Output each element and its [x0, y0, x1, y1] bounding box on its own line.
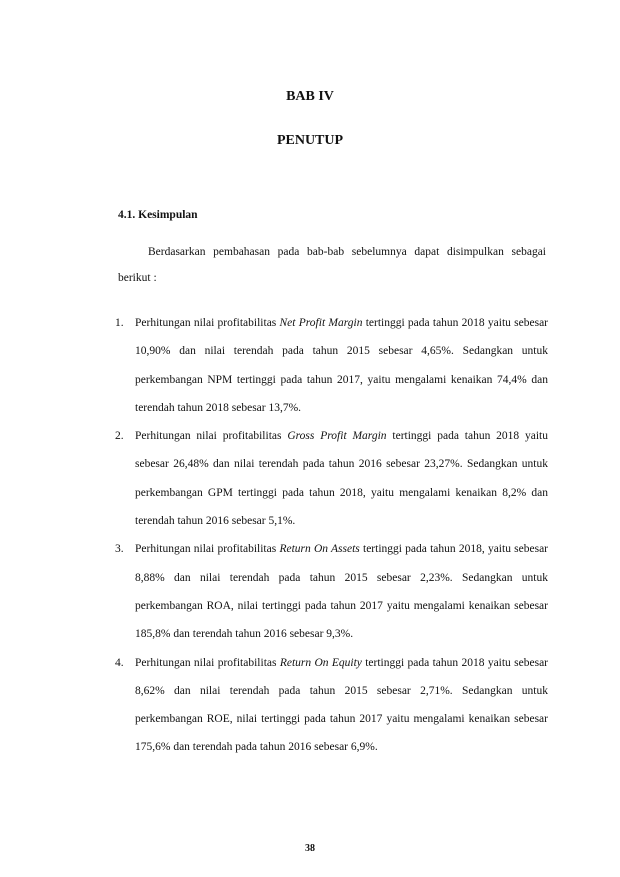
conclusion-text-before: Perhitungan nilai profitabilitas	[135, 317, 280, 329]
conclusion-text	[135, 543, 548, 640]
conclusion-text-before: Perhitungan nilai profitabilitas	[135, 543, 280, 556]
page-number: 38	[305, 843, 315, 854]
conclusion-text-before: Perhitungan nilai profitabilitas	[135, 656, 280, 669]
intro-paragraph-line-2: berikut :	[118, 272, 157, 284]
conclusion-item-2	[115, 422, 549, 535]
conclusion-text-after: tertinggi pada tahun 2018 yaitu sebesar 10,90% dan nilai terendah pada tahun 2015 sebesar 4,65%. Sedangkan untuk perkembangan NPM tertinggi pada tahun 2017, yaitu mengalami kenaikan 74,4% dan terendah tahun 2018 sebesar 13,7%.	[135, 317, 549, 414]
conclusion-text-after: tertinggi pada tahun 2018, yaitu sebesar 8,88% dan nilai terendah pada tahun 2015 sebesar 2,23%. Sedangkan untuk perkembangan ROA, nilai tertinggi pada tahun 2017 yaitu mengalami kenaikan sebesar 185,8% dan terendah tahun 2016 sebesar 9,3%.	[135, 543, 549, 641]
conclusion-number: 3.	[115, 543, 124, 556]
chapter-number: BAB IV	[286, 89, 334, 104]
conclusion-text-after: tertinggi pada tahun 2018 yaitu sebesar 8,62% dan nilai terendah pada tahun 2015 sebesar 2,71%. Sedangkan untuk perkembangan ROE, nilai tertinggi pada tahun 2017 yaitu mengalami kenaikan sebesar 175,6% dan terendah pada tahun 2016 sebesar 6,9%.	[135, 656, 548, 754]
conclusion-text	[135, 657, 548, 754]
conclusion-item-1	[115, 309, 549, 422]
conclusion-term: Return On Assets	[279, 543, 360, 556]
conclusion-text-after: tertinggi pada tahun 2018 yaitu sebesar 26,48% dan nilai terendah pada tahun 2016 sebesar 23,27%. Sedangkan untuk perkembangan GPM tertinggi pada tahun 2018, yaitu mengalami kenaikan 8,2% dan terendah tahun 2016 sebesar 5,1%.	[135, 430, 549, 528]
conclusion-text-before: Perhitungan nilai profitabilitas	[135, 430, 288, 443]
conclusion-number: 2.	[115, 430, 124, 443]
conclusion-number: 4.	[115, 656, 124, 669]
chapter-title: PENUTUP	[276, 133, 344, 148]
conclusion-item-3	[115, 535, 549, 648]
section-heading: 4.1. Kesimpulan	[118, 209, 198, 221]
conclusion-number: 1.	[115, 317, 124, 329]
conclusion-term: Net Profit Margin	[279, 317, 363, 329]
conclusion-text	[135, 317, 548, 414]
conclusion-term: Return On Equity	[279, 656, 362, 669]
conclusion-term: Gross Profit Margin	[287, 430, 387, 443]
intro-paragraph-line-1: Berdasarkan pembahasan pada bab-bab sebelumnya dapat disimpulkan sebagai	[148, 246, 546, 258]
conclusion-item-4	[115, 649, 548, 762]
conclusion-list	[115, 309, 549, 762]
conclusion-text	[135, 430, 548, 527]
